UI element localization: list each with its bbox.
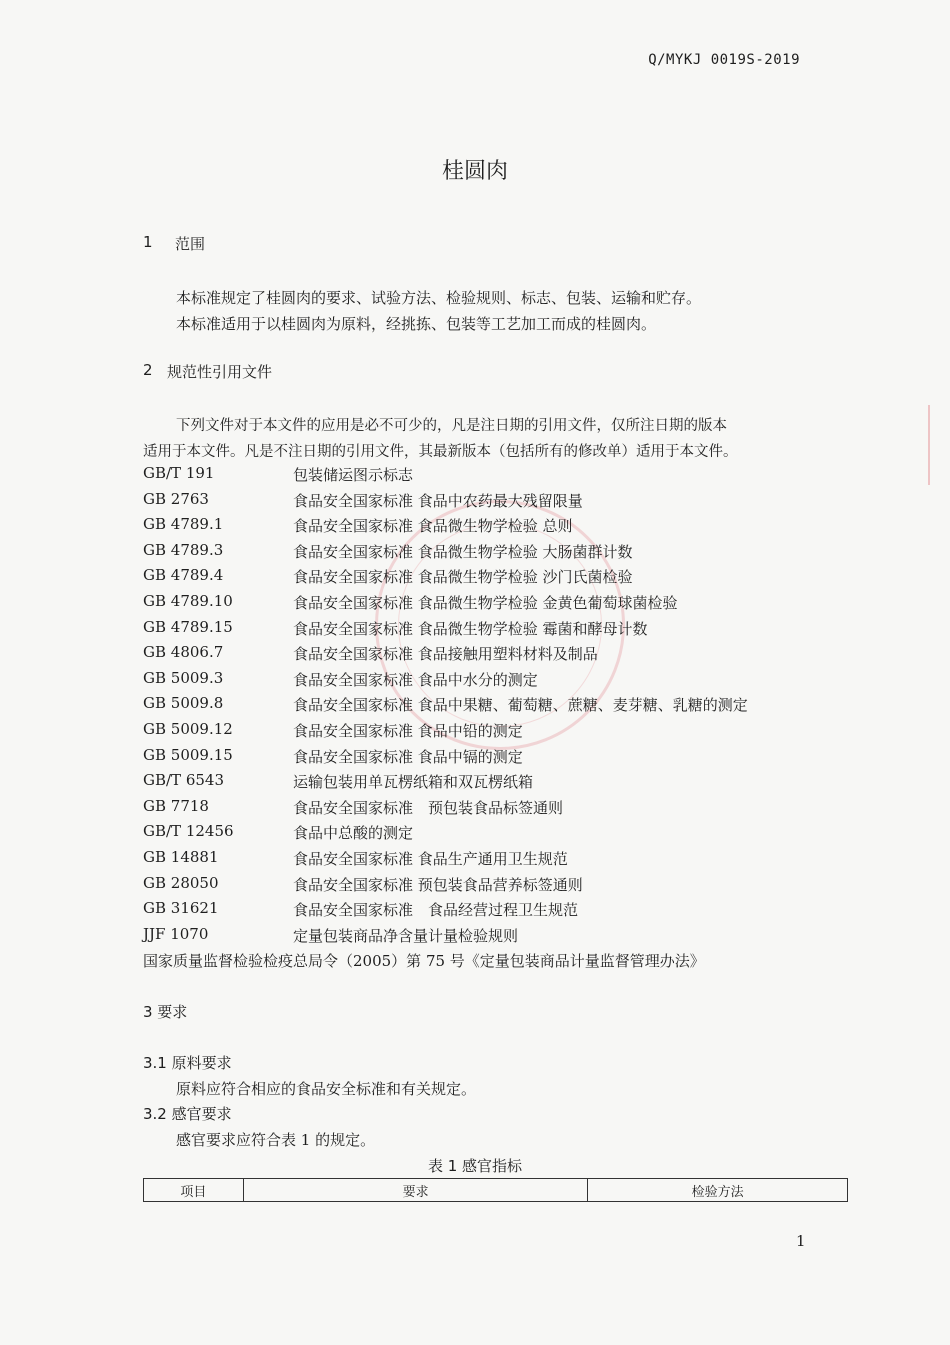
section-3-heading: 3 要求 (143, 1003, 188, 1021)
reference-title: 食品安全国家标准 食品微生物学检验 大肠菌群计数 (293, 542, 633, 561)
reference-title: 食品安全国家标准 食品生产通用卫生规范 (293, 850, 568, 868)
sensory-table (143, 1178, 848, 1202)
reference-title: 食品中总酸的测定 (293, 824, 414, 843)
section-3-2-heading: 3.2 感官要求 (143, 1105, 232, 1123)
page-number: 1 (796, 1232, 806, 1250)
reference-code: GB/T 12456 (143, 822, 234, 841)
reference-code: GB 4789.4 (143, 566, 224, 585)
reference-title: 食品安全国家标准 预包装食品标签通则 (293, 798, 564, 817)
reference-code: GB 5009.15 (143, 745, 233, 764)
reference-code: GB 4789.15 (143, 617, 233, 636)
reference-code: GB 28050 (143, 873, 219, 892)
reference-code: GB 4789.1 (143, 515, 224, 534)
section-3-1-text: 原料应符合相应的食品安全标准和有关规定。 (176, 1080, 477, 1098)
table-1-caption: 表 1 感官指标 (427, 1157, 523, 1175)
reference-title: 包装储运图示标志 (293, 466, 414, 484)
document-code: Q/MYKJ 0019S-2019 (648, 52, 800, 68)
reference-title: 食品安全国家标准 预包装食品营养标签通则 (293, 875, 583, 894)
reference-code: GB 4789.3 (143, 540, 224, 559)
reference-title: 食品安全国家标准 食品经营过程卫生规范 (293, 901, 579, 920)
section-1-paragraph-2: 本标准适用于以桂圆肉为原料，经挑拣、包装等工艺加工而成的桂圆肉。 (176, 315, 657, 333)
reference-title: 食品安全国家标准 食品微生物学检验 总则 (293, 517, 573, 536)
reference-code: GB 4806.7 (143, 643, 224, 662)
reference-code: GB 14881 (143, 848, 219, 866)
section-1-number: 1 (143, 233, 153, 251)
reference-title: 运输包装用单瓦楞纸箱和双瓦楞纸箱 (293, 773, 534, 792)
section-3-1-heading: 3.1 原料要求 (143, 1054, 232, 1072)
section-2-intro-line-2: 适用于本文件。凡是不注日期的引用文件，其最新版本（包括所有的修改单）适用于本文件。 (143, 444, 738, 460)
reference-title: 食品安全国家标准 食品中水分的测定 (293, 670, 538, 689)
section-1-paragraph-1: 本标准规定了桂圆肉的要求、试验方法、检验规则、标志、包装、运输和贮存。 (176, 289, 702, 307)
reference-title: 定量包装商品净含量计量检验规则 (293, 926, 519, 945)
reference-title: 食品安全国家标准 食品中镉的测定 (293, 747, 523, 766)
reference-code: GB 7718 (143, 796, 209, 815)
reference-code: GB 5009.12 (143, 720, 233, 738)
reference-code: GB 31621 (143, 899, 219, 918)
section-3-2-text: 感官要求应符合表 1 的规定。 (176, 1131, 376, 1149)
section-2-number: 2 (143, 361, 153, 379)
section-2-intro-line-1: 下列文件对于本文件的应用是必不可少的，凡是注日期的引用文件，仅所注日期的版本 (176, 418, 727, 434)
reference-code: GB 2763 (143, 489, 209, 508)
section-2-heading: 规范性引用文件 (167, 363, 273, 381)
reference-code: GB 4789.10 (143, 592, 233, 610)
reference-title: 食品安全国家标准 食品微生物学检验 金黄色葡萄球菌检验 (293, 594, 678, 612)
decree-reference: 国家质量监督检验检疫总局令（2005）第 75 号《定量包装商品计量监督管理办法》 (143, 952, 705, 970)
reference-code: GB 5009.8 (143, 694, 224, 713)
reference-title: 食品安全国家标准 食品接触用塑料材料及制品 (293, 645, 598, 664)
table-header-requirement: 要求 (243, 1179, 588, 1202)
reference-code: GB/T 6543 (143, 771, 225, 790)
reference-title: 食品安全国家标准 食品中果糖、葡萄糖、蔗糖、麦芽糖、乳糖的测定 (293, 696, 748, 715)
reference-code: GB 5009.3 (143, 668, 224, 687)
section-1-heading: 范围 (175, 235, 206, 253)
reference-title: 食品安全国家标准 食品微生物学检验 沙门氏菌检验 (293, 568, 633, 587)
reference-title: 食品安全国家标准 食品中铅的测定 (293, 722, 523, 740)
reference-title: 食品安全国家标准 食品微生物学检验 霉菌和酵母计数 (293, 619, 648, 638)
table-header-item: 项目 (144, 1179, 244, 1202)
reference-title: 食品安全国家标准 食品中农药最大残留限量 (293, 491, 583, 510)
document-title: 桂圆肉 (441, 159, 508, 184)
reference-code: JJF 1070 (143, 924, 209, 943)
table-header-test-method: 检验方法 (588, 1179, 848, 1202)
reference-code: GB/T 191 (143, 464, 215, 482)
page-edge-seal-mark (928, 405, 946, 485)
